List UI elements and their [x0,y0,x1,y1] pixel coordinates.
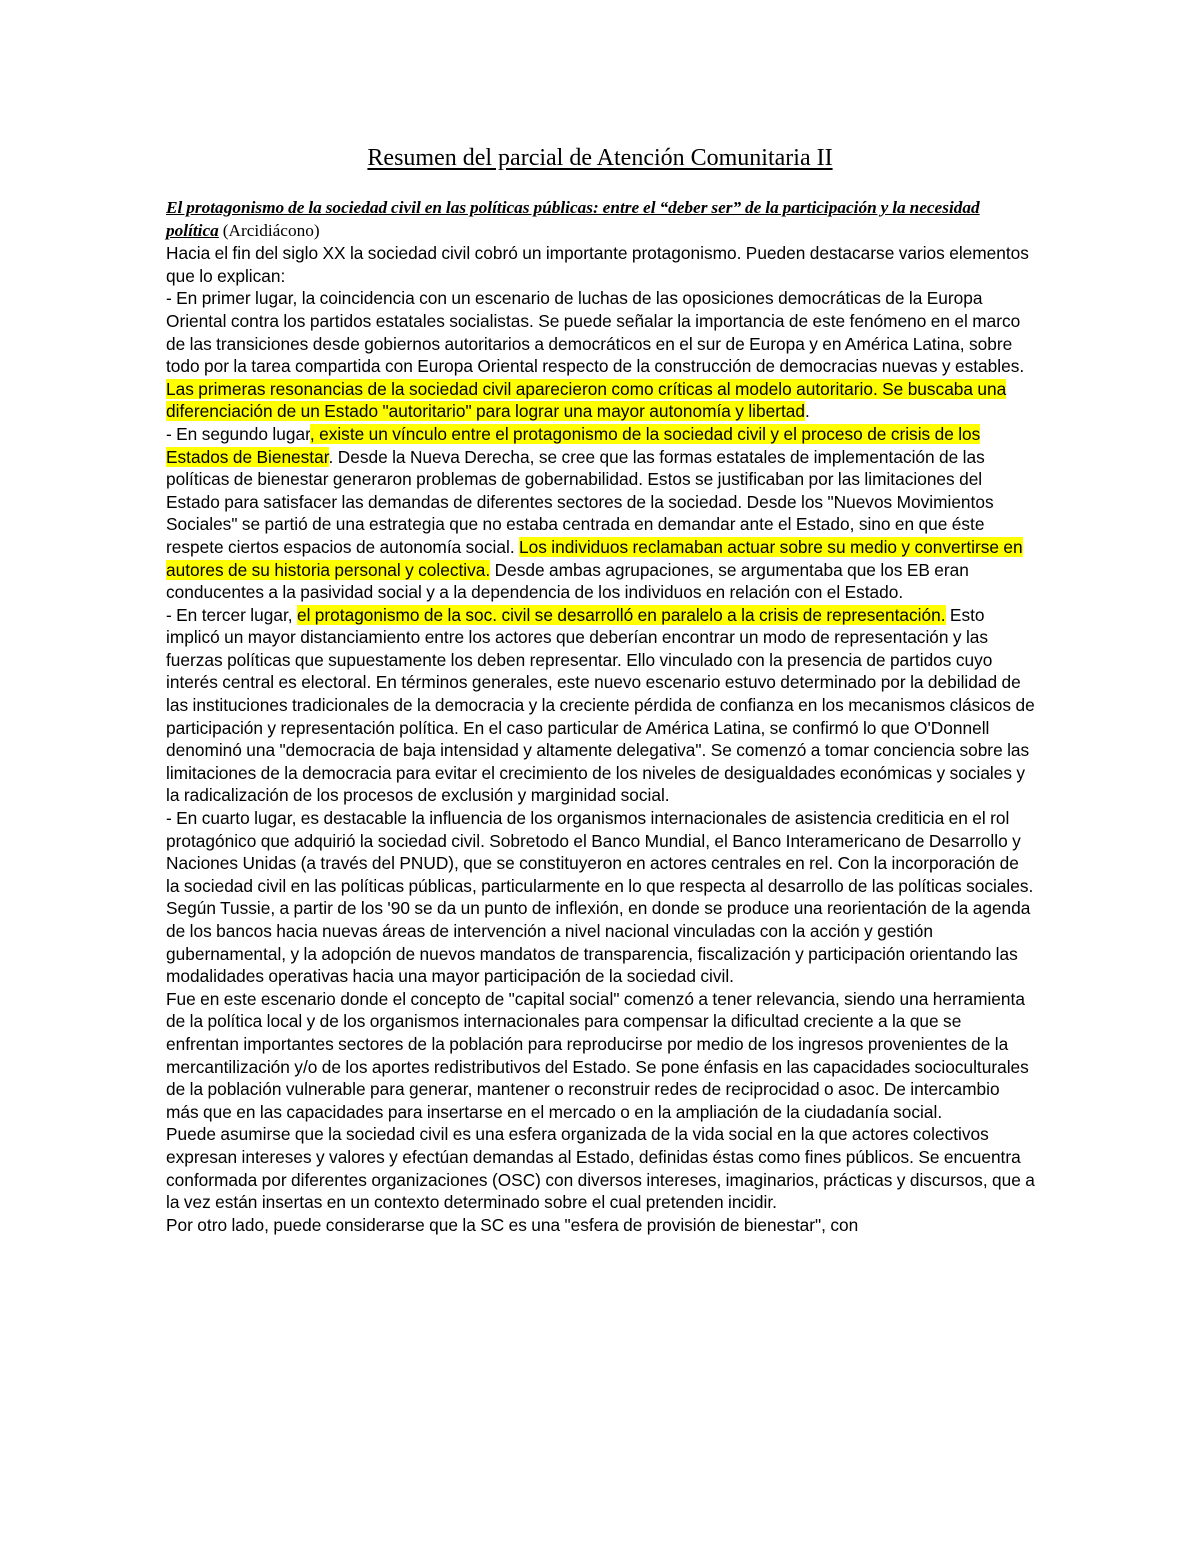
paragraph-first-note [166,378,1036,423]
paragraph-text: Desde ambas agrupaciones, se argumentaba que los EB eran conducentes a la pasividad social y a la dependencia de los individuos en relación con el Estado. [166,559,969,603]
document-title: Resumen del parcial de Atención Comunitaria II [367,145,833,171]
paragraph-text: . [805,401,810,422]
paragraph-esfera-bienestar: Por otro lado, puede considerarse que la SC es una "esfera de provisión de bienestar", con [166,1214,859,1235]
section-author: (Arcidiácono) [218,220,320,240]
paragraph-second-point [166,423,1036,604]
paragraph-text: Esto implicó un mayor distanciamiento entre los actores que deberían encontrar un modo de representación y las fuerzas políticas que supuestamente los deben representar. Ello vinculado con la presencia de partidos cuyo interés central es electoral. En términos generales, este nuevo escenario estuvo determinado por la debilidad de las instituciones tradicionales de la democracia y la creciente pérdida de confianza en los mecanismos clásicos de participación y representación política. En el caso particular de América Latina, se confirmó lo que O'Donnell denominó una "democracia de baja intensidad y altamente delegativa". Se comenzó a tomar conciencia sobre las limitaciones de la democracia para evitar el crecimiento de los niveles de desigualdades económicas y sociales y la radicalización de los procesos de exclusión y marginidad social. [166,604,1035,806]
paragraph-text: - En tercer lugar, [166,604,297,625]
document-body [166,197,1036,1236]
section-heading [166,197,1036,242]
paragraph-capital-social: Fue en este escenario donde el concepto de "capital social" comenzó a tener relevancia, siendo una herramienta de la política local y de los organismos internacionales para compensar la dificultad creciente a la que se enfrentan importantes sectores de la población para reproducirse por medio de los ingresos provenientes de la mercantilización y/o de los aportes redistributivos del Estado. Se pone énfasis en las capacidades socioculturales de la población vulnerable para generar, mantener o reconstruir redes de reciprocidad o asoc. De intercambio más que en las capacidades para insertarse en el mercado o en la ampliación de la ciudadanía social. [166,988,1029,1122]
highlighted-text: Las primeras resonancias de la sociedad civil aparecieron como críticas al modelo autoritario. Se buscaba una diferenciación de un Estado "autoritario" para lograr una mayor autonomía y libertad [166,378,1007,422]
paragraph-text: . Desde la Nueva Derecha, se cree que las formas estatales de implementación de las políticas de bienestar generaron problemas de gobernabilidad. Estos se justificaban por las limitaciones del Estado para satisfacer las demandas de diferentes sectores de la sociedad. Desde los "Nuevos Movimientos Sociales" se partió de una estrategia que no estaba centrada en demandar ante el Estado, sino en que éste respete ciertos espacios de autonomía social. [166,446,994,557]
paragraph-third-point [166,604,1036,807]
paragraph-first-point: - En primer lugar, la coincidencia con un escenario de luchas de las oposiciones democráticas de la Europa Oriental contra los partidos estatales socialistas. Se puede señalar la importancia de este fenómeno en el marco de las transiciones desde gobiernos autoritarios a democráticos en el sur de Europa y en América Latina, sobre todo por la tarea compartida con Europa Oriental respecto de la construcción de democracias nuevas y estables. [166,288,1025,377]
paragraph-text: - En segundo lugar [166,423,310,444]
paragraph-sociedad-civil: Puede asumirse que la sociedad civil es una esfera organizada de la vida social en la que actores colectivos expresan intereses y valores y efectúan demandas al Estado, definidas éstas como fines públicos. Se encuentra conformada por diferentes organizaciones (OSC) con diversos intereses, imaginarios, prácticas y discursos, que a la vez están insertas en un contexto determinado sobre el cual pretenden incidir. [166,1124,1035,1213]
paragraph-intro: Hacia el fin del siglo XX la sociedad civil cobró un importante protagonismo. Pueden destacarse varios elementos que lo explican: [166,243,1029,286]
highlighted-text: el protagonismo de la soc. civil se desarrolló en paralelo a la crisis de representación. [296,604,946,625]
paragraph-fourth-point: - En cuarto lugar, es destacable la influencia de los organismos internacionales de asistencia crediticia en el rol protagónico que adquirió la sociedad civil. Sobretodo el Banco Mundial, el Banco Interamericano de Desarrollo y Naciones Unidas (a través del PNUD), que se constituyeron en actores centrales en rel. Con la incorporación de la sociedad civil en las políticas públicas, particularmente en lo que respecta al desarrollo de las políticas sociales. Según Tussie, a partir de los '90 se da un punto de inflexión, en donde se produce una reorientación de la agenda de los bancos hacia nuevas áreas de intervención a nivel nacional vinculadas con la acción y gestión gubernamental, y la adopción de nuevos mandatos de transparencia, fiscalización y participación orientando las modalidades operativas hacia una mayor participación de la sociedad civil. [166,808,1034,987]
highlighted-text: , existe un vínculo entre el protagonismo de la sociedad civil y el proceso de crisis de los Estados de Bienestar [166,423,981,467]
highlighted-text: Los individuos reclamaban actuar sobre su medio y convertirse en autores de su historia personal y colectiva. [166,536,1023,580]
section-heading-text: El protagonismo de la sociedad civil en las políticas públicas: entre el “deber ser” de la participación y la necesidad política [166,198,980,240]
